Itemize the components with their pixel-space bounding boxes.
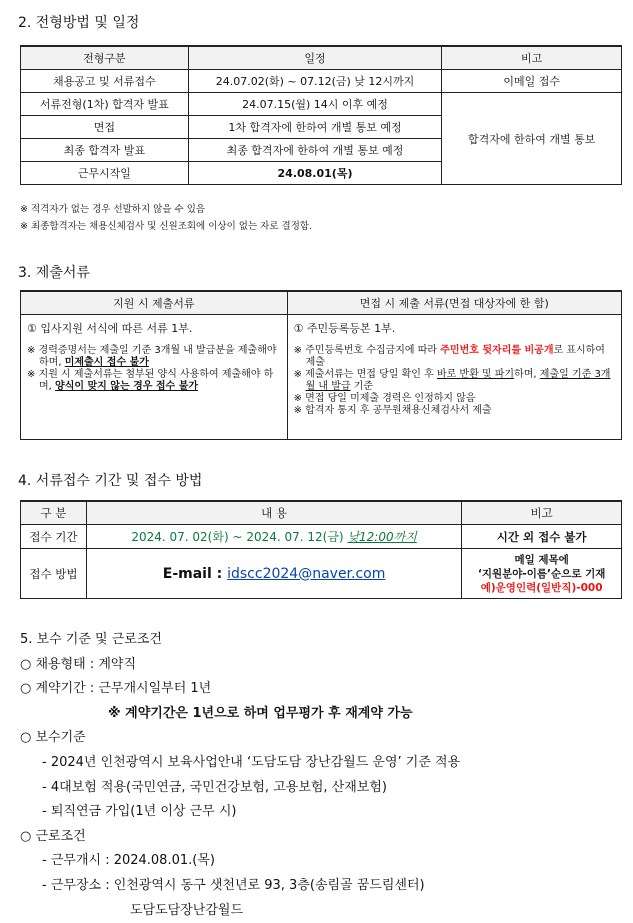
table-header-row — [21, 291, 622, 315]
contract-note: ※ 계약기간은 1년으로 하며 업무평가 후 재계약 가능 — [108, 705, 413, 721]
note-text: ※ 경력증명서는 제출일 기준 3개월 내 발급분을 제출해야 하며, — [27, 345, 277, 368]
employment-type: ○ 채용형태 : 계약직 — [20, 656, 137, 672]
period-deadline: 낮12:00까지 — [347, 530, 417, 544]
interview-note — [294, 345, 615, 369]
note-emphasis: 주민번호 뒷자리를 비공개 — [440, 345, 554, 356]
note-text: 기준 — [350, 381, 374, 392]
header-stage: 전형구분 — [21, 46, 189, 70]
header-apply-docs: 지원 시 제출서류 — [21, 291, 288, 315]
work-place-name: 도담도담장난감월드 — [130, 902, 244, 918]
note-text: 하며, — [514, 369, 540, 380]
work-start: - 근무개시 : 2024.08.01.(목) — [42, 853, 215, 869]
apply-note — [27, 345, 281, 369]
pay-item: - 2024년 인천광역시 보육사업안내 ‘도담도담 장난감월드 운영’ 기준 적용 — [42, 754, 461, 770]
schedule-cell: 24.07.15(월) 14시 이후 예정 — [188, 93, 442, 116]
method-cell — [86, 549, 461, 599]
interview-note — [294, 369, 615, 393]
period-text: 2024. 07. 02(화) ~ 2024. 07. 12(금) — [131, 530, 348, 544]
section4-title: 4. 서류접수 기간 및 접수 방법 — [18, 473, 203, 489]
interview-note: ※ 면접 당일 미제출 경력은 인정하지 않음 — [293, 393, 476, 404]
schedule-cell: 1차 합격자에 한하여 개별 통보 예정 — [188, 116, 442, 139]
interview-note: ※ 합격자 통지 후 공무원채용신체검사서 제출 — [293, 405, 492, 416]
schedule-cell: 최종 합격자에 한하여 개별 통보 예정 — [188, 139, 442, 162]
note-emphasis: 제출일 기준 3개월 내 발급 — [305, 369, 611, 392]
interview-docs-cell — [287, 315, 621, 440]
label-cell: 접수 기간 — [21, 525, 87, 549]
apply-first-item: ① 입사지원 서식에 따른 서류 1부. — [27, 322, 193, 335]
submission-table — [20, 500, 622, 599]
stage-cell: 근무시작일 — [21, 162, 189, 185]
header-note: 비고 — [442, 46, 622, 70]
note-emphasis: 바로 반환 및 파기 — [436, 369, 515, 380]
note-emphasis: 미제출시 접수 불가 — [64, 357, 149, 368]
note-line: 메일 제목에 — [514, 553, 569, 566]
stage-cell: 최종 합격자 발표 — [21, 139, 189, 162]
schedule-cell: 24.08.01(목) — [188, 162, 442, 185]
table-row — [21, 93, 622, 116]
note-text: 로 표시하여 제출 — [305, 345, 605, 368]
note-cell — [462, 549, 622, 599]
note-text: ※ 지원 시 제출서류는 첨부된 양식 사용하여 제출해야 하며, — [27, 369, 274, 392]
section5 — [20, 628, 460, 923]
note-line: ※ 최종합격자는 채용신체검사 및 신원조회에 이상이 없는 자로 결정함. — [20, 221, 313, 232]
work-place: - 근무장소 : 인천광역시 동구 샛천년로 93, 3층(송림골 꿈드림센터) — [42, 877, 425, 893]
note-emphasis: 양식이 맞지 않는 경우 접수 불가 — [55, 381, 199, 392]
header-note: 비고 — [462, 501, 622, 525]
note-text: ※ 주민등록번호 수집금지에 따라 — [293, 345, 441, 356]
schedule-cell: 24.07.02(화) ~ 07.12(금) 낮 12시까지 — [188, 70, 442, 93]
period-cell — [86, 525, 461, 549]
note-line: ‘지원분야-이름’순으로 기재 — [477, 567, 606, 580]
note-cell: 시간 외 접수 불가 — [462, 525, 622, 549]
merged-note-cell: 합격자에 한하여 개별 통보 — [442, 93, 622, 185]
email-prefix: E-mail : — [162, 565, 228, 582]
table-row — [21, 525, 622, 549]
stage-cell: 서류전형(1차) 합격자 발표 — [21, 93, 189, 116]
table-row — [21, 315, 622, 440]
apply-docs-cell — [21, 315, 288, 440]
note-example: 예)운영인력(일반직)-000 — [480, 581, 603, 594]
table-header-row — [21, 46, 622, 70]
header-category: 구 분 — [21, 501, 87, 525]
table-header-row — [21, 501, 622, 525]
contract-period: ○ 계약기간 : 근무개시일부터 1년 — [20, 681, 212, 697]
stage-cell: 면접 — [21, 116, 189, 139]
header-interview-docs: 면접 시 제출 서류(면접 대상자에 한 함) — [287, 291, 621, 315]
note-line: ※ 적격자가 없는 경우 선발하지 않을 수 있음 — [20, 204, 206, 215]
apply-note — [27, 369, 281, 393]
pay-item: - 퇴직연금 가입(1년 이상 근무 시) — [42, 804, 237, 820]
schedule-notes — [20, 201, 312, 235]
section5-title: 5. 보수 기준 및 근로조건 — [20, 632, 162, 647]
table-row — [21, 70, 622, 93]
email-link[interactable]: idscc2024@naver.com — [227, 565, 386, 582]
note-cell: 이메일 접수 — [442, 70, 622, 93]
work-conditions: ○ 근로조건 — [20, 828, 86, 844]
pay-standard: ○ 보수기준 — [20, 730, 86, 746]
schedule-table — [20, 45, 622, 185]
section3-title: 3. 제출서류 — [18, 265, 90, 281]
pay-item: - 4대보험 적용(국민연금, 국민건강보험, 고용보험, 산재보험) — [42, 779, 387, 795]
documents-table — [20, 290, 622, 440]
section2-title: 2. 전형방법 및 일정 — [18, 15, 140, 31]
label-cell: 접수 방법 — [21, 549, 87, 599]
header-schedule: 일정 — [188, 46, 442, 70]
interview-first-item: ① 주민등록등본 1부. — [293, 322, 396, 335]
note-text: ※ 제출서류는 면접 당일 확인 후 — [293, 369, 437, 380]
header-content: 내 용 — [86, 501, 461, 525]
table-row — [21, 549, 622, 599]
stage-cell: 채용공고 및 서류접수 — [21, 70, 189, 93]
